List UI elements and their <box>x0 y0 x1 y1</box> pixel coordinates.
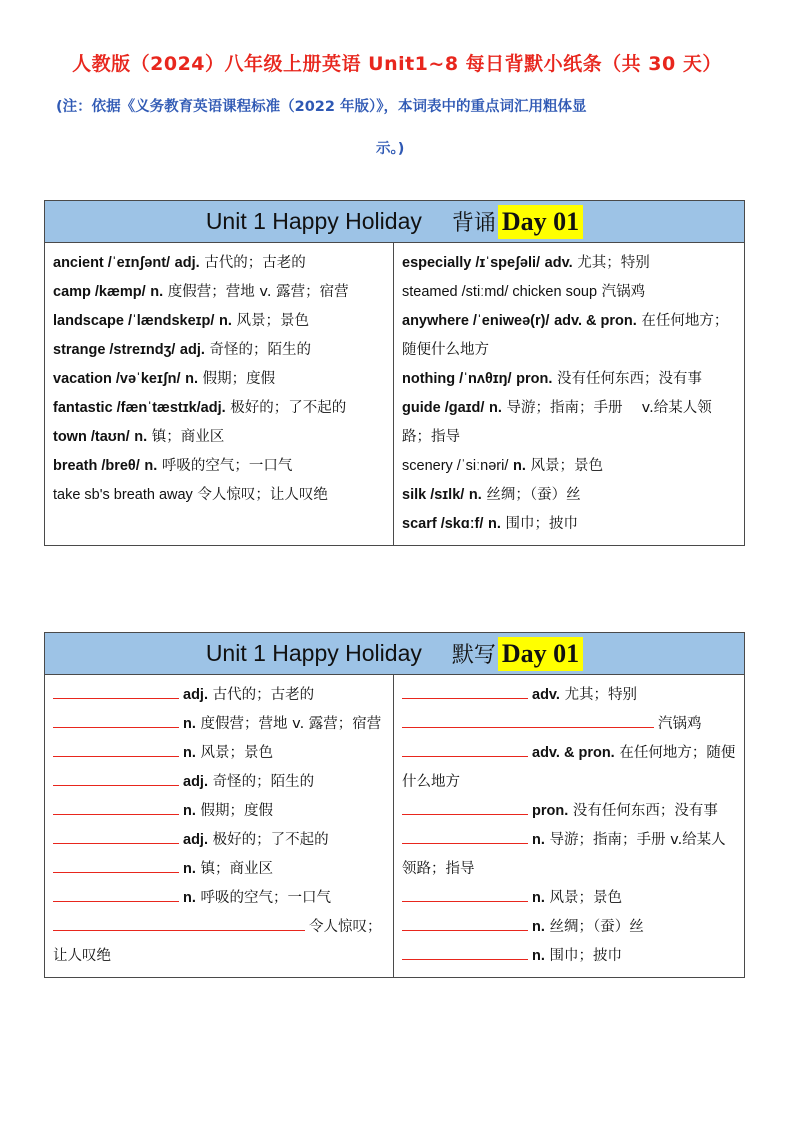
chinese-meaning: 没有任何东西；没有事 <box>572 803 718 819</box>
dictation-entry <box>402 797 738 826</box>
vocab-word: strange /streɪndʒ/ <box>53 342 176 358</box>
dictation-entry <box>53 739 387 768</box>
vocab-entry <box>53 278 387 307</box>
answer-blank[interactable] <box>402 914 528 931</box>
dictation-entry <box>53 681 387 710</box>
vocab-word: vacation /vəˈkeɪʃn/ <box>53 371 181 387</box>
note-line-2: 示。) <box>376 141 405 157</box>
vocab-word: scenery /ˈsiːnəri/ <box>402 458 509 474</box>
vocab-entry <box>53 249 387 278</box>
answer-blank[interactable] <box>402 885 528 902</box>
part-of-speech: pron. <box>516 371 553 387</box>
part-of-speech: n. <box>150 284 164 300</box>
vocab-entry <box>402 452 738 481</box>
dictation-card-header <box>45 633 744 675</box>
chinese-meaning: 极好的；了不起的 <box>212 832 329 848</box>
dictation-entry <box>53 797 387 826</box>
answer-blank[interactable] <box>53 914 305 931</box>
answer-blank[interactable] <box>402 827 528 844</box>
chinese-meaning: 汽锅鸡 <box>601 284 646 300</box>
dictation-entry <box>402 826 738 884</box>
chinese-meaning: 风景；景色 <box>200 745 273 761</box>
unit-title: Unit 1 Happy Holiday <box>205 640 422 666</box>
part-of-speech: adj. <box>174 255 200 271</box>
chinese-meaning: 假期；度假 <box>200 803 273 819</box>
vocab-entry <box>53 423 387 452</box>
dictation-entry <box>53 826 387 855</box>
part-of-speech: adj. <box>183 687 208 703</box>
part-of-speech: n. <box>532 890 545 906</box>
part-of-speech: adv. <box>532 687 560 703</box>
chinese-meaning: 导游；指南；手册 v.给某人领路；指导 <box>402 400 712 445</box>
chinese-meaning: 奇怪的；陌生的 <box>209 342 311 358</box>
dictation-entry <box>402 739 738 797</box>
chinese-meaning: 风景；景色 <box>549 890 622 906</box>
chinese-meaning: 在任何地方；随便什么地方 <box>402 745 736 790</box>
vocab-word: breath /breθ/ <box>53 458 140 474</box>
part-of-speech: adj. <box>183 832 208 848</box>
part-of-speech: n. <box>185 371 199 387</box>
note-line-1: (注：依据《义务教育英语课程标准（2022 年版）》，本词表中的重点词汇用粗体显 <box>56 99 587 115</box>
chinese-meaning: 极好的；了不起的 <box>230 400 347 416</box>
vocab-entry <box>402 510 738 539</box>
vocab-word: take sb's breath away <box>53 487 193 503</box>
dictation-entry <box>53 913 387 971</box>
day-badge: Day 01 <box>498 205 583 239</box>
answer-blank[interactable] <box>53 740 179 757</box>
answer-blank[interactable] <box>53 682 179 699</box>
dictation-card <box>44 632 745 978</box>
unit-title: Unit 1 Happy Holiday <box>205 208 422 234</box>
part-of-speech: n. <box>144 458 158 474</box>
recite-left-column <box>45 243 394 545</box>
recite-card <box>44 200 745 546</box>
answer-blank[interactable] <box>53 769 179 786</box>
part-of-speech: n. <box>489 400 502 416</box>
vocab-entry <box>53 452 387 481</box>
part-of-speech: adj. <box>183 774 208 790</box>
dictation-right-column <box>394 675 744 977</box>
vocab-word: ancient /ˈeɪnʃənt/ <box>53 255 171 271</box>
part-of-speech: n. <box>532 919 545 935</box>
chinese-meaning: 呼吸的空气；一口气 <box>200 890 331 906</box>
part-of-speech: n. <box>183 890 196 906</box>
dictation-entry <box>53 884 387 913</box>
vocab-entry <box>53 307 387 336</box>
vocab-word: scarf /skɑːf/ <box>402 516 484 532</box>
chinese-meaning: 风景；景色 <box>530 458 603 474</box>
vocab-entry <box>53 365 387 394</box>
chinese-meaning: 度假营；营地 v. 露营；宿营 <box>167 284 349 300</box>
answer-blank[interactable] <box>402 711 654 728</box>
part-of-speech: n. <box>532 832 545 848</box>
vocab-word: steamed /stiːmd/ chicken soup <box>402 284 598 300</box>
part-of-speech: n. <box>468 487 482 503</box>
part-of-speech: adv. & pron. <box>532 745 615 761</box>
dictation-entry <box>402 681 738 710</box>
vocab-entry <box>402 307 738 365</box>
dictation-entry <box>53 855 387 884</box>
chinese-meaning: 没有任何东西；没有事 <box>557 371 703 387</box>
mode-label: 背诵 <box>451 211 496 236</box>
vocab-word: especially /ɪˈspeʃəli/ <box>402 255 541 271</box>
part-of-speech: adj. <box>179 342 205 358</box>
vocab-entry <box>402 481 738 510</box>
vocab-word: anywhere /ˈeniweə(r)/ <box>402 313 550 329</box>
answer-blank[interactable] <box>53 827 179 844</box>
part-of-speech: n. <box>134 429 148 445</box>
chinese-meaning: 围巾；披巾 <box>505 516 579 532</box>
chinese-meaning: 丝绸；（蚕）丝 <box>549 919 644 935</box>
answer-blank[interactable] <box>53 885 179 902</box>
chinese-meaning: 度假营；营地 v. 露营；宿营 <box>200 716 382 732</box>
recite-right-column <box>394 243 744 545</box>
part-of-speech: n. <box>219 313 232 329</box>
vocab-entry <box>402 394 738 452</box>
answer-blank[interactable] <box>53 856 179 873</box>
answer-blank[interactable] <box>53 711 179 728</box>
vocab-word: fantastic /fænˈtæstɪk/adj. <box>53 400 226 416</box>
page-note <box>56 86 746 170</box>
chinese-meaning: 尤其；特别 <box>577 255 650 271</box>
day-badge: Day 01 <box>498 637 583 671</box>
part-of-speech: n. <box>512 458 526 474</box>
chinese-meaning: 风景；景色 <box>236 313 310 329</box>
part-of-speech: n. <box>488 516 501 532</box>
vocab-word: silk /sɪlk/ <box>402 487 465 503</box>
dictation-left-column <box>45 675 394 977</box>
mode-label: 默写 <box>451 643 496 668</box>
chinese-meaning: 镇；商业区 <box>200 861 273 877</box>
dictation-entry <box>402 710 738 739</box>
page-title: 人教版（2024）八年级上册英语 Unit1~8 每日背默小纸条（共 30 天） <box>72 53 722 75</box>
vocab-word: camp /kæmp/ <box>53 284 146 300</box>
part-of-speech: n. <box>183 745 196 761</box>
part-of-speech: adv. <box>544 255 573 271</box>
vocab-entry <box>402 278 738 307</box>
answer-blank[interactable] <box>402 740 528 757</box>
recite-card-header <box>45 201 744 243</box>
vocab-entry <box>53 394 387 423</box>
chinese-meaning: 呼吸的空气；一口气 <box>161 458 293 474</box>
chinese-meaning: 导游；指南；手册 v.给某人领路；指导 <box>402 832 726 877</box>
vocab-entry <box>402 365 738 394</box>
vocab-word: guide /ɡaɪd/ <box>402 400 485 416</box>
chinese-meaning: 镇；商业区 <box>151 429 225 445</box>
vocab-entry <box>53 336 387 365</box>
part-of-speech: adv. & pron. <box>554 313 637 329</box>
vocab-word: landscape /ˈlændskeɪp/ <box>53 313 215 329</box>
part-of-speech: n. <box>183 716 196 732</box>
dictation-entry <box>402 913 738 942</box>
chinese-meaning: 古代的；古老的 <box>204 255 306 271</box>
chinese-meaning: 在任何地方；随便什么地方 <box>402 313 729 358</box>
part-of-speech: n. <box>532 948 545 964</box>
dictation-entry <box>53 710 387 739</box>
vocab-entry <box>402 249 738 278</box>
answer-blank[interactable] <box>402 943 528 960</box>
answer-blank[interactable] <box>402 682 528 699</box>
dictation-entry <box>402 884 738 913</box>
part-of-speech: n. <box>183 803 196 819</box>
chinese-meaning: 奇怪的；陌生的 <box>212 774 315 790</box>
chinese-meaning: 令人惊叹；让人叹绝 <box>53 919 382 964</box>
chinese-meaning: 尤其；特别 <box>564 687 638 703</box>
part-of-speech: n. <box>183 861 196 877</box>
chinese-meaning: 围巾；披巾 <box>549 948 622 964</box>
answer-blank[interactable] <box>53 798 179 815</box>
chinese-meaning: 假期；度假 <box>202 371 276 387</box>
chinese-meaning: 古代的；古老的 <box>212 687 315 703</box>
vocab-word: nothing /ˈnʌθɪŋ/ <box>402 371 512 387</box>
chinese-meaning: 令人惊叹；让人叹绝 <box>197 487 328 503</box>
chinese-meaning: 汽锅鸡 <box>658 716 702 732</box>
vocab-entry <box>53 481 387 510</box>
answer-blank[interactable] <box>402 798 528 815</box>
part-of-speech: pron. <box>532 803 569 819</box>
dictation-entry <box>53 768 387 797</box>
dictation-entry <box>402 942 738 971</box>
chinese-meaning: 丝绸；（蚕）丝 <box>486 487 581 503</box>
vocab-word: town /taʊn/ <box>53 429 130 445</box>
